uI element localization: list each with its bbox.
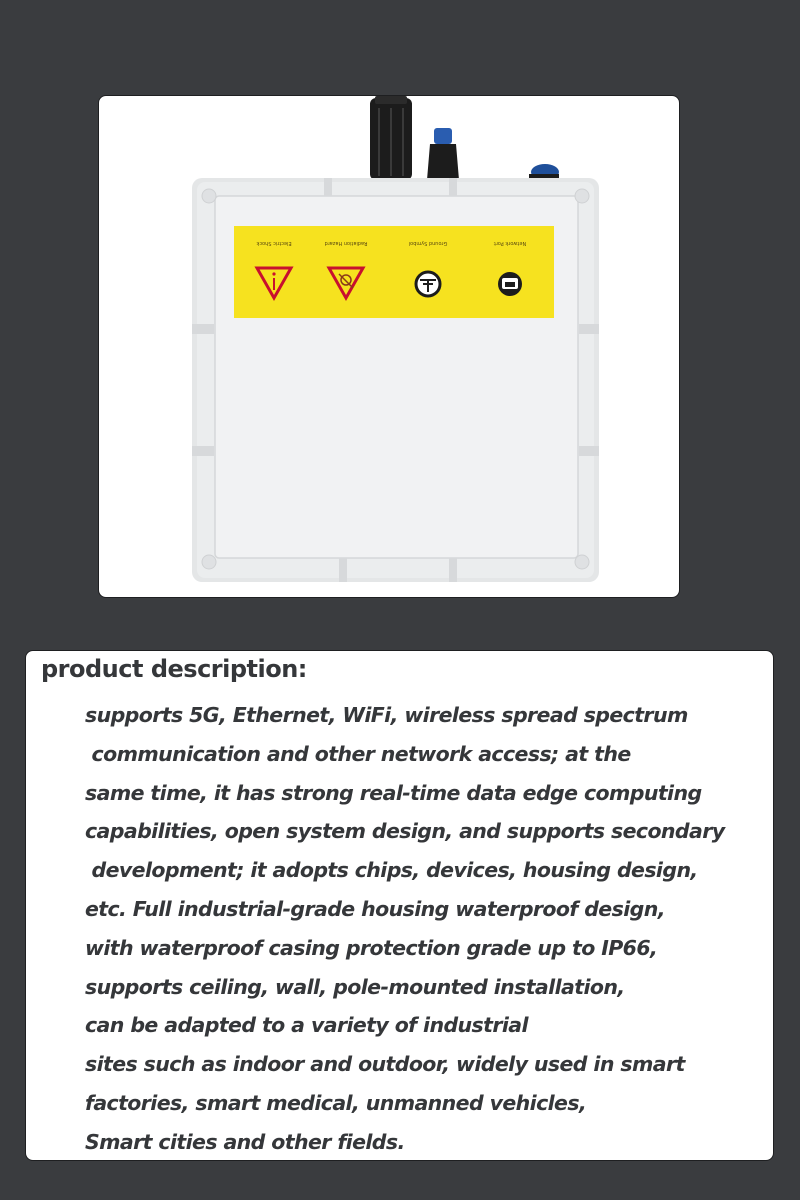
description-line: can be adapted to a variety of industrial <box>85 1013 528 1038</box>
panel-label-4: Network Port <box>493 240 527 246</box>
description-line: factories, smart medical, unmanned vehicles, <box>85 1090 587 1115</box>
description-line: same time, it has strong real-time data edge computing <box>85 780 702 805</box>
description-line: Smart cities and other fields. <box>85 1129 405 1154</box>
description-line: development; it adopts chips, devices, housing design, <box>85 858 698 883</box>
product-photo <box>99 96 680 598</box>
network-port-icon <box>498 272 522 296</box>
description-title: product description: <box>41 655 307 683</box>
description-line: sites such as indoor and outdoor, widely used in smart <box>85 1052 685 1077</box>
description-body <box>85 702 725 1168</box>
product-photo-card <box>98 95 680 598</box>
panel-label-2: Radiation Hazard <box>324 240 368 246</box>
ground-symbol-icon <box>416 272 440 296</box>
description-line: supports ceiling, wall, pole-mounted installation, <box>85 974 625 999</box>
description-line: communication and other network access; at the <box>85 741 631 766</box>
blue-cable-gland <box>427 128 459 180</box>
warning-label-panel <box>234 226 554 318</box>
description-line: with waterproof casing protection grade up to IP66, <box>85 935 658 960</box>
description-line: supports 5G, Ethernet, WiFi, wireless spread spectrum <box>85 703 688 727</box>
product-description-card <box>25 650 774 1161</box>
panel-label-3: Ground Symbol <box>408 240 448 246</box>
antenna-connector <box>370 96 412 180</box>
description-line: capabilities, open system design, and supports secondary <box>85 819 725 844</box>
description-line: etc. Full industrial-grade housing waterproof design, <box>85 896 665 921</box>
panel-label-1: Electric Shock <box>256 240 292 246</box>
